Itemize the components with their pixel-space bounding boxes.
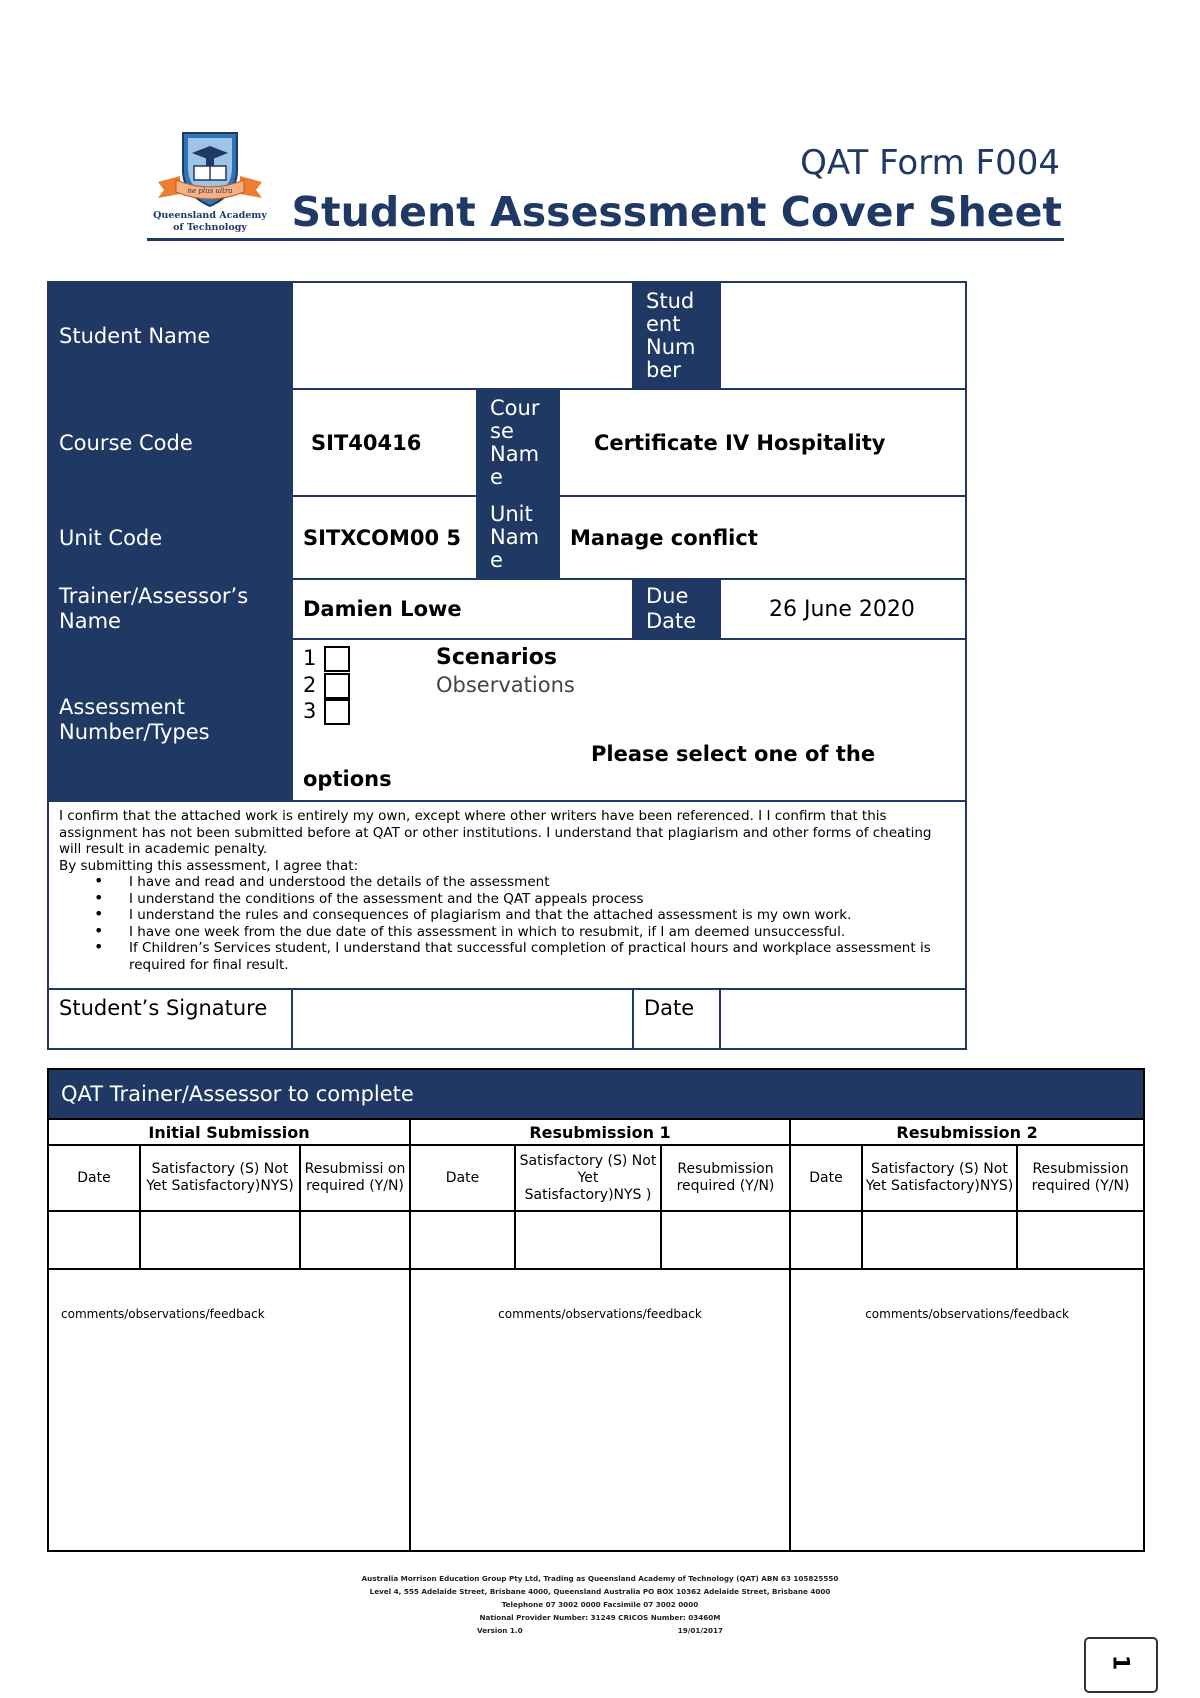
group-resub-2: Resubmission 2	[790, 1119, 1144, 1145]
option-2-type: Observations	[436, 673, 575, 697]
signature-date-label: Date	[633, 989, 720, 1049]
student-number-label: Stud ent Num ber	[633, 282, 720, 389]
footer-version: Version 1.0	[477, 1626, 523, 1635]
qat-logo	[150, 128, 270, 240]
assessment-label: Assessment Number/Types	[48, 639, 292, 801]
result-entry-row	[48, 1211, 1144, 1269]
footer-version-line	[0, 1624, 1200, 1637]
signature-date-field[interactable]	[720, 989, 966, 1049]
entry-cell[interactable]	[790, 1211, 862, 1269]
row-declaration	[48, 801, 966, 989]
footer-line: Australia Morrison Education Group Pty Ltd, Trading as Queensland Academy of Technology (QAT) ABN 63 105825550	[361, 1574, 839, 1583]
page-title: Student Assessment Cover Sheet	[291, 188, 1062, 236]
entry-cell[interactable]	[410, 1211, 515, 1269]
footer-line: Telephone 07 3002 0000 Facsimile 07 3002 0000	[501, 1600, 699, 1609]
page-number: 1	[1107, 1654, 1133, 1671]
col-date: Date	[790, 1145, 862, 1211]
trainer-value[interactable]: Damien Lowe	[292, 579, 633, 639]
trainer-label: Trainer/Assessor’s Name	[48, 579, 292, 639]
signature-label: Student’s Signature	[48, 989, 292, 1049]
logo-name-line2: of Technology	[173, 222, 247, 233]
footer-line: National Provider Number: 31249 CRICOS Number: 03460M	[479, 1613, 721, 1622]
logo-name-line1: Queensland Academy	[153, 210, 267, 221]
declaration-paragraph: I confirm that the attached work is entirely my own, except where other writers have been referenced. I I confirm that this assignment has not been submitted before at QAT or other institutions. I understand that plagiarism and other forms of cheating will result in academic penalty.	[59, 808, 932, 857]
due-date-label: Due Date	[633, 579, 720, 639]
column-headers	[48, 1145, 1144, 1211]
unit-name-label: Unit Nam e	[477, 496, 559, 579]
declaration-item: • I understand the rules and consequences of plagiarism and that the attached assessment is my own work.	[129, 907, 955, 924]
row-course	[48, 389, 966, 496]
footer	[0, 1572, 1200, 1637]
course-code-value[interactable]: SIT40416	[292, 389, 477, 496]
unit-code-value[interactable]: SITXCOM00 5	[292, 496, 477, 579]
entry-cell[interactable]	[661, 1211, 790, 1269]
comments-row	[48, 1269, 1144, 1551]
option-1-checkbox[interactable]	[324, 646, 350, 672]
assessment-option-1: 1	[303, 645, 350, 672]
entry-cell[interactable]	[300, 1211, 410, 1269]
option-3-checkbox[interactable]	[324, 699, 350, 725]
entry-cell[interactable]	[862, 1211, 1017, 1269]
student-name-field[interactable]	[292, 282, 633, 389]
logo-motto: ne plus ultra	[187, 187, 233, 195]
comments-initial[interactable]: comments/observations/feedback	[48, 1269, 410, 1551]
group-initial: Initial Submission	[48, 1119, 410, 1145]
cover-table	[47, 281, 967, 1050]
col-satisfactory: Satisfactory (S) Not Yet Satisfactory)NYS )	[515, 1145, 661, 1211]
declaration-item: • I have and read and understood the details of the assessment	[129, 874, 955, 891]
group-resub-1: Resubmission 1	[410, 1119, 790, 1145]
col-resubmission: Resubmission required (Y/N)	[661, 1145, 790, 1211]
option-2-checkbox[interactable]	[324, 673, 350, 699]
student-number-field[interactable]	[720, 282, 966, 389]
row-assessment	[48, 639, 966, 801]
declaration-item: • I understand the conditions of the assessment and the QAT appeals process	[129, 891, 955, 908]
entry-cell[interactable]	[140, 1211, 300, 1269]
form-code: QAT Form F004	[800, 143, 1060, 183]
course-name-value[interactable]: Certificate IV Hospitality	[559, 389, 966, 496]
course-name-label: Cour se Nam e	[477, 389, 559, 496]
option-1-type: Scenarios	[436, 645, 557, 670]
assessor-heading: QAT Trainer/Assessor to complete	[48, 1069, 1144, 1119]
footer-date: 19/01/2017	[677, 1626, 723, 1635]
signature-field[interactable]	[292, 989, 633, 1049]
select-note-line1: Please select one of the	[591, 742, 876, 766]
col-date: Date	[410, 1145, 515, 1211]
due-date-value[interactable]: 26 June 2020	[720, 579, 966, 639]
unit-code-label: Unit Code	[48, 496, 292, 579]
declaration-item: • I have one week from the due date of this assessment in which to resubmit, if I am deemed unsuccessful.	[129, 924, 955, 941]
assessment-option-2: 2	[303, 672, 350, 699]
declaration-list	[59, 874, 955, 973]
footer-line: Level 4, 555 Adelaide Street, Brisbane 4000, Queensland Australia PO BOX 10362 Adelaide Street, Brisbane 4000	[369, 1587, 831, 1596]
select-note-line2: options	[303, 767, 392, 791]
comments-resub-1[interactable]: comments/observations/feedback	[410, 1269, 790, 1551]
student-name-label: Student Name	[48, 282, 292, 389]
entry-cell[interactable]	[515, 1211, 661, 1269]
col-satisfactory: Satisfactory (S) Not Yet Satisfactory)NYS)	[140, 1145, 300, 1211]
assessment-options	[303, 641, 955, 799]
submission-groups	[48, 1119, 1144, 1145]
row-trainer	[48, 579, 966, 639]
declaration-intro: By submitting this assessment, I agree that:	[59, 857, 359, 874]
assessment-option-3: 3	[303, 698, 350, 725]
comments-resub-2[interactable]: comments/observations/feedback	[790, 1269, 1144, 1551]
row-student-name	[48, 282, 966, 389]
col-resubmission: Resubmissi on required (Y/N)	[300, 1145, 410, 1211]
col-satisfactory: Satisfactory (S) Not Yet Satisfactory)NYS)	[862, 1145, 1017, 1211]
unit-name-value[interactable]: Manage conflict	[559, 496, 966, 579]
course-code-label: Course Code	[48, 389, 292, 496]
declaration-item: • If Children’s Services student, I understand that successful completion of practical hours and workplace assessment is required for final result.	[129, 940, 955, 973]
col-resubmission: Resubmission required (Y/N)	[1017, 1145, 1144, 1211]
col-date: Date	[48, 1145, 140, 1211]
declaration	[48, 801, 966, 989]
row-signature	[48, 989, 966, 1049]
assessor-table	[47, 1068, 1145, 1552]
row-unit	[48, 496, 966, 579]
entry-cell[interactable]	[1017, 1211, 1144, 1269]
entry-cell[interactable]	[48, 1211, 140, 1269]
title-underline	[147, 238, 1064, 241]
